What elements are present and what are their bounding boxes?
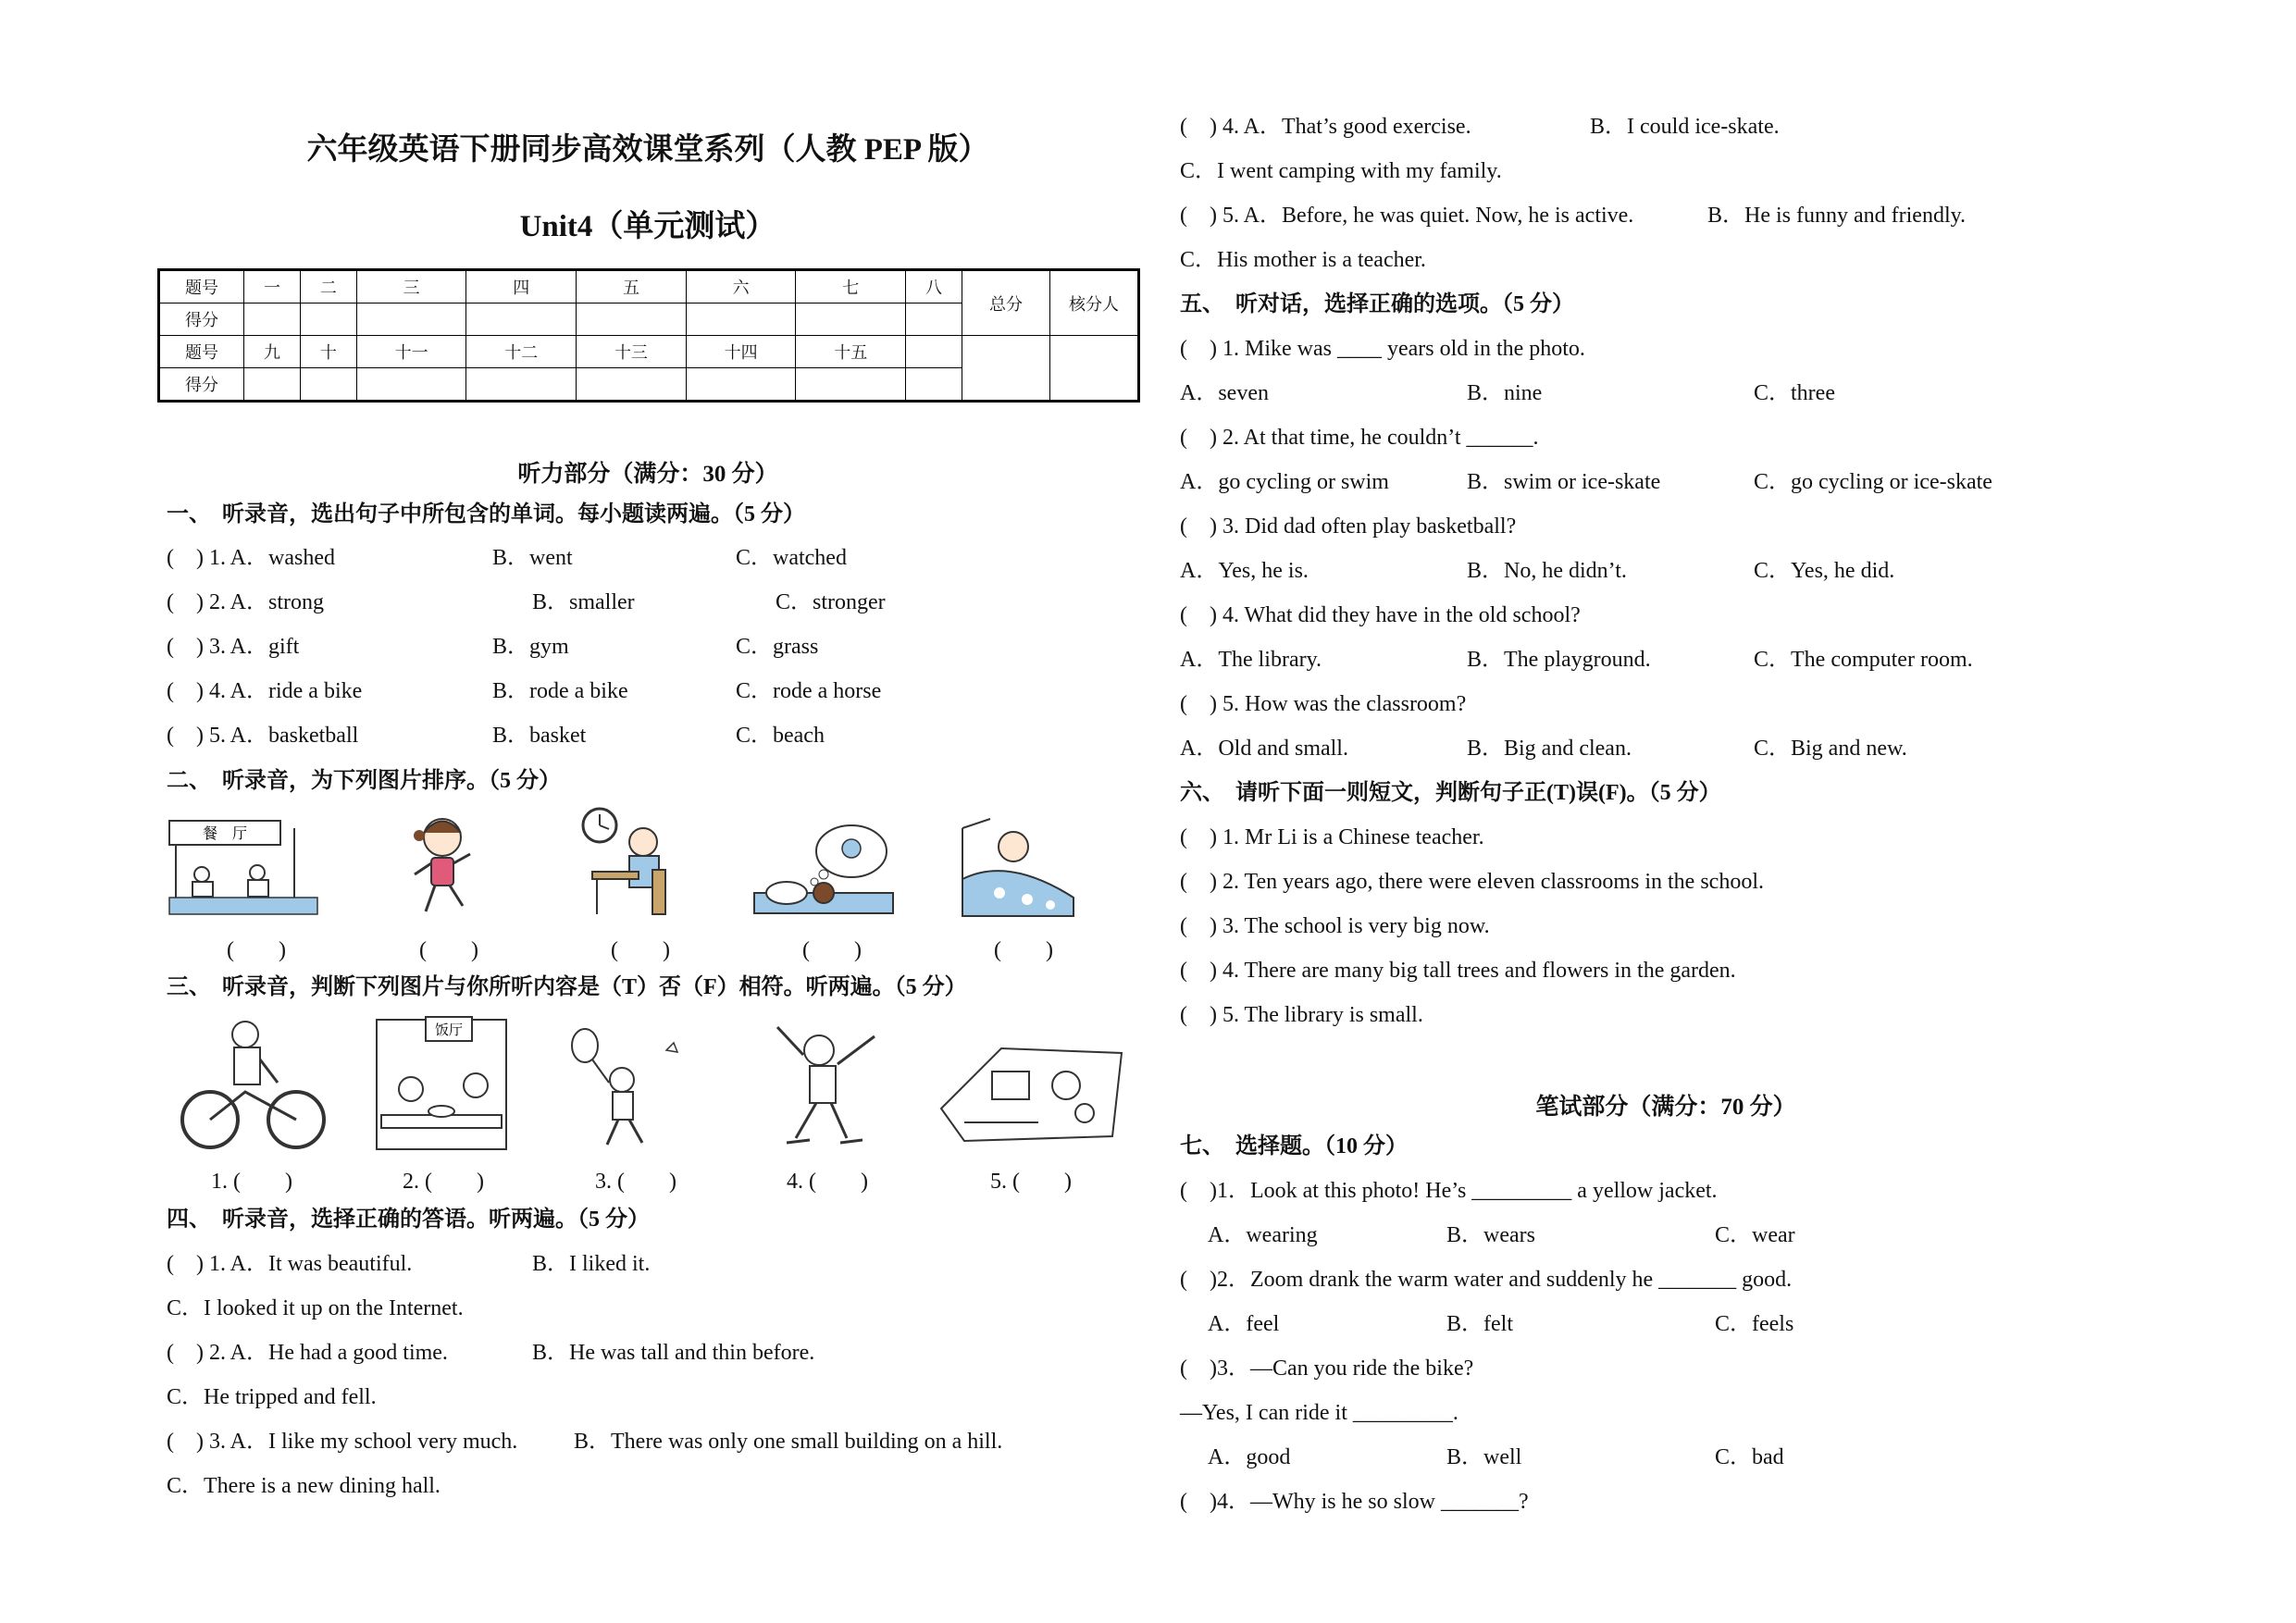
- option-c: C．feels: [1715, 1312, 1794, 1336]
- writing-title: 笔试部分（满分：70 分）: [1535, 1095, 1796, 1120]
- score-header: 十: [300, 336, 356, 368]
- section-7-title: 七、 选择题。（10 分）: [1180, 1134, 1408, 1158]
- option-a: A．go cycling or swim: [1180, 470, 1389, 494]
- score-cell[interactable]: [796, 368, 906, 402]
- boy-badminton-icon: [565, 1022, 685, 1152]
- order-blank-5[interactable]: ( ): [994, 938, 1053, 962]
- option-c: C．His mother is a teacher.: [1180, 248, 1426, 272]
- option-c: C．I went camping with my family.: [1180, 159, 1502, 183]
- option-a: A．feel: [1208, 1312, 1280, 1336]
- section-2-title: 二、 听录音，为下列图片排序。（5 分）: [167, 769, 561, 793]
- score-cell[interactable]: [356, 368, 466, 402]
- option-c: C．watched: [736, 546, 847, 570]
- question-line: ( ) 2. A．He had a good time.: [167, 1341, 448, 1365]
- option-c: C．Big and new.: [1754, 737, 1907, 761]
- option-b: B．He was tall and thin before.: [532, 1341, 815, 1365]
- question-line: ( ) 3. A．I like my school very much.: [167, 1430, 518, 1454]
- question-line: ( ) 3. A．gift: [167, 635, 300, 659]
- option-b: B．I could ice-skate.: [1590, 115, 1780, 139]
- score-cell[interactable]: [466, 304, 577, 336]
- total-label: 总分: [962, 270, 1050, 336]
- option-a: A．good: [1208, 1445, 1291, 1469]
- option-c: C．rode a horse: [736, 679, 882, 703]
- score-header: 十三: [577, 336, 687, 368]
- score-label: 得分: [159, 304, 244, 336]
- option-b: B．Big and clean.: [1467, 737, 1632, 761]
- option-b: B．well: [1446, 1445, 1522, 1469]
- section-3-title: 三、 听录音，判断下列图片与你所听内容是（T）否（F）相符。听两遍。（5 分）: [167, 975, 967, 999]
- score-cell[interactable]: [577, 304, 687, 336]
- option-b: B．smaller: [532, 590, 635, 614]
- question-line: ( ) 1. Mike was ____ years old in the photo.: [1180, 337, 1585, 361]
- restaurant-picture-icon: [165, 810, 322, 921]
- score-label: 题号: [159, 270, 244, 304]
- option-b: B．There was only one small building on a hill.: [574, 1430, 1003, 1454]
- school-map-icon: [937, 1035, 1131, 1146]
- score-header: 三: [356, 270, 466, 304]
- score-cell[interactable]: [300, 368, 356, 402]
- score-table: [157, 268, 1140, 403]
- tf-blank-2[interactable]: 2. ( ): [403, 1170, 484, 1194]
- section-1-title: 一、 听录音，选出句子中所包含的单词。每小题读两遍。（5 分）: [167, 502, 805, 527]
- option-b: B．basket: [492, 724, 587, 748]
- question-line: ( ) 2. A．strong: [167, 590, 324, 614]
- score-header: 十四: [686, 336, 796, 368]
- page-subtitle: Unit4（单元测试）: [519, 210, 776, 243]
- option-b: B．wears: [1446, 1223, 1535, 1247]
- option-b: B．nine: [1467, 381, 1543, 405]
- score-cell[interactable]: [466, 368, 577, 402]
- girl-running-icon: [389, 810, 500, 921]
- score-cell[interactable]: [244, 368, 301, 402]
- score-cell[interactable]: [906, 304, 962, 336]
- score-header: 十二: [466, 336, 577, 368]
- option-c: C．Yes, he did.: [1754, 559, 1895, 583]
- question-line: ( )3．—Can you ride the bike?: [1180, 1357, 1474, 1381]
- question-line: ( ) 4. What did they have in the old school?: [1180, 603, 1581, 627]
- order-blank-4[interactable]: ( ): [802, 938, 862, 962]
- question-line: ( ) 5. How was the classroom?: [1180, 692, 1467, 716]
- score-header: 十五: [796, 336, 906, 368]
- option-c: C．bad: [1715, 1445, 1784, 1469]
- question-line: ( ) 5. A．basketball: [167, 724, 359, 748]
- order-blank-2[interactable]: ( ): [419, 938, 478, 962]
- boy-in-bed-icon: [953, 814, 1083, 921]
- question-line: ( ) 1. A．washed: [167, 546, 335, 570]
- listening-title: 听力部分（满分：30 分）: [517, 462, 778, 487]
- order-blank-3[interactable]: ( ): [611, 938, 670, 962]
- dining-hall-sign: 饭厅: [434, 1022, 464, 1038]
- section-6-title: 六、 请听下面一则短文，判断句子正(T)误(F)。（5 分）: [1180, 781, 1721, 805]
- score-header: 九: [244, 336, 301, 368]
- tf-statement: ( ) 4. There are many big tall trees and flowers in the garden.: [1180, 959, 1736, 983]
- score-cell[interactable]: [686, 304, 796, 336]
- option-a: A．seven: [1180, 381, 1269, 405]
- checker-cell[interactable]: [1050, 336, 1139, 402]
- tf-blank-3[interactable]: 3. ( ): [595, 1170, 676, 1194]
- total-cell[interactable]: [962, 336, 1050, 402]
- option-c: C．three: [1754, 381, 1835, 405]
- question-line: ( )1．Look at this photo! He’s _________ a yellow jacket.: [1180, 1179, 1718, 1203]
- question-line: ( )2．Zoom drank the warm water and suddenly he _______ good.: [1180, 1268, 1793, 1292]
- score-header: 二: [300, 270, 356, 304]
- sleeping-dream-icon: [750, 819, 898, 921]
- score-header: 一: [244, 270, 301, 304]
- tf-blank-5[interactable]: 5. ( ): [990, 1170, 1072, 1194]
- score-cell[interactable]: [356, 304, 466, 336]
- option-c: C．grass: [736, 635, 819, 659]
- score-label: 得分: [159, 368, 244, 402]
- section-4-title: 四、 听录音，选择正确的答语。听两遍。（5 分）: [167, 1208, 650, 1232]
- score-cell[interactable]: [577, 368, 687, 402]
- option-b: B．No, he didn’t.: [1467, 559, 1627, 583]
- question-line: ( ) 4. A．That’s good exercise.: [1180, 115, 1471, 139]
- question-line: ( )4．—Why is he so slow _______?: [1180, 1490, 1529, 1514]
- question-line: ( ) 3. Did dad often play basketball?: [1180, 514, 1517, 539]
- order-blank-1[interactable]: ( ): [227, 938, 286, 962]
- boy-studying-clock-icon: [574, 805, 685, 921]
- score-header: [906, 336, 962, 368]
- score-header: 十一: [356, 336, 466, 368]
- question-line: ( ) 4. A．ride a bike: [167, 679, 363, 703]
- option-c: C．stronger: [776, 590, 886, 614]
- tf-statement: ( ) 3. The school is very big now.: [1180, 914, 1490, 938]
- tf-statement: ( ) 2. Ten years ago, there were eleven classrooms in the school.: [1180, 870, 1764, 894]
- score-cell[interactable]: [906, 368, 962, 402]
- restaurant-sign: 餐 厅: [202, 824, 248, 842]
- question-line: ( ) 1. A．It was beautiful.: [167, 1252, 413, 1276]
- option-b: B．went: [492, 546, 573, 570]
- checker-label: 核分人: [1050, 270, 1139, 336]
- option-b: B．I liked it.: [532, 1252, 651, 1276]
- score-cell[interactable]: [300, 304, 356, 336]
- option-c: C．I looked it up on the Internet.: [167, 1296, 464, 1320]
- question-line: —Yes, I can ride it _________.: [1180, 1401, 1458, 1425]
- option-a: A．Old and small.: [1180, 737, 1348, 761]
- score-cell[interactable]: [244, 304, 301, 336]
- option-a: A．The library.: [1180, 648, 1322, 672]
- question-line: ( ) 2. At that time, he couldn’t ______.: [1180, 426, 1539, 450]
- score-cell[interactable]: [686, 368, 796, 402]
- option-b: B．The playground.: [1467, 648, 1651, 672]
- option-b: B．felt: [1446, 1312, 1513, 1336]
- score-cell[interactable]: [796, 304, 906, 336]
- option-b: B．rode a bike: [492, 679, 628, 703]
- page-title: 六年级英语下册同步高效课堂系列（人教 PEP 版）: [306, 133, 989, 167]
- option-c: C．There is a new dining hall.: [167, 1474, 441, 1498]
- score-header: 五: [577, 270, 687, 304]
- score-label: 题号: [159, 336, 244, 368]
- option-a: A．Yes, he is.: [1180, 559, 1309, 583]
- option-c: C．He tripped and fell.: [167, 1385, 377, 1409]
- question-line: ( ) 5. A．Before, he was quiet. Now, he is active.: [1180, 204, 1634, 228]
- option-c: C．wear: [1715, 1223, 1795, 1247]
- girl-ice-skating-icon: [759, 1018, 888, 1152]
- tf-statement: ( ) 5. The library is small.: [1180, 1003, 1423, 1027]
- option-b: B．swim or ice-skate: [1467, 470, 1661, 494]
- tf-blank-4[interactable]: 4. ( ): [787, 1170, 868, 1194]
- boy-cycling-icon: [180, 1018, 329, 1152]
- dining-hall-picture-icon: [372, 1015, 511, 1154]
- section-5-title: 五、 听对话，选择正确的选项。（5 分）: [1180, 292, 1574, 316]
- option-c: C．go cycling or ice-skate: [1754, 470, 1992, 494]
- score-header: 六: [686, 270, 796, 304]
- option-b: B．gym: [492, 635, 569, 659]
- tf-blank-1[interactable]: 1. ( ): [211, 1170, 292, 1194]
- score-header: 四: [466, 270, 577, 304]
- option-a: A．wearing: [1208, 1223, 1318, 1247]
- option-c: C．The computer room.: [1754, 648, 1973, 672]
- tf-statement: ( ) 1. Mr Li is a Chinese teacher.: [1180, 825, 1484, 849]
- score-header: 七: [796, 270, 906, 304]
- option-c: C．beach: [736, 724, 825, 748]
- score-header: 八: [906, 270, 962, 304]
- option-b: B．He is funny and friendly.: [1707, 204, 1967, 228]
